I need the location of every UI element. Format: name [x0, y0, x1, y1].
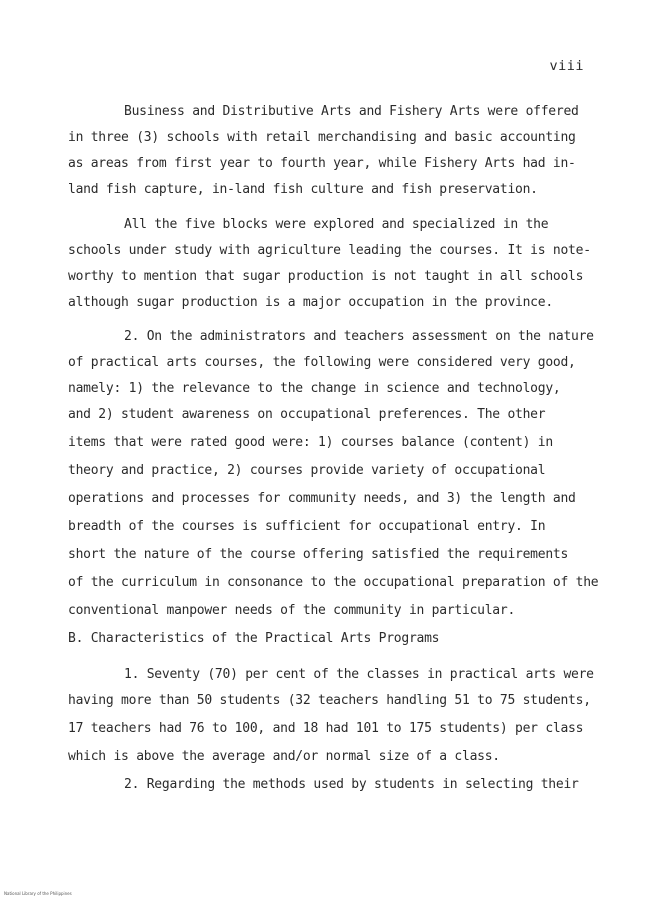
- text-line: namely: 1) the relevance to the change in science and technology,: [68, 381, 561, 396]
- text-line: which is above the average and/or normal size of a class.: [68, 749, 500, 764]
- text-line: and 2) student awareness on occupational preferences. The other: [68, 407, 546, 422]
- text-line: as areas from first year to fourth year, while Fishery Arts had in-: [68, 156, 576, 171]
- text-line: although sugar production is a major occupation in the province.: [68, 295, 553, 310]
- text-line: of practical arts courses, the following were considered very good,: [68, 355, 576, 370]
- text-line: short the nature of the course offering satisfied the requirements: [68, 547, 569, 562]
- text-line: conventional manpower needs of the community in particular.: [68, 603, 516, 618]
- text-line: of the curriculum in consonance to the occupational preparation of the: [68, 575, 599, 590]
- text-line: breadth of the courses is sufficient for occupational entry. In: [68, 519, 546, 534]
- text-line: theory and practice, 2) courses provide variety of occupational: [68, 463, 546, 478]
- text-line: 2. On the administrators and teachers assessment on the nature: [124, 329, 594, 344]
- text-line: All the five blocks were explored and specialized in the: [124, 217, 549, 232]
- page-number: viii: [549, 58, 584, 74]
- text-line: 2. Regarding the methods used by students in selecting their: [124, 777, 579, 792]
- text-line: items that were rated good were: 1) courses balance (content) in: [68, 435, 553, 450]
- text-line: worthy to mention that sugar production is not taught in all schools: [68, 269, 584, 284]
- text-line: 17 teachers had 76 to 100, and 18 had 101 to 175 students) per class: [68, 721, 584, 736]
- text-line: 1. Seventy (70) per cent of the classes in practical arts were: [124, 667, 594, 682]
- text-line: schools under study with agriculture leading the courses. It is note-: [68, 243, 591, 258]
- text-line: land fish capture, in-land fish culture and fish preservation.: [68, 182, 538, 197]
- archive-footer: National Library of the Philippines: [4, 891, 72, 896]
- text-line: operations and processes for community needs, and 3) the length and: [68, 491, 576, 506]
- section-heading: B. Characteristics of the Practical Arts Programs: [68, 631, 440, 646]
- text-line: in three (3) schools with retail merchandising and basic accounting: [68, 130, 576, 145]
- text-line: Business and Distributive Arts and Fishery Arts were offered: [124, 104, 579, 119]
- text-line: having more than 50 students (32 teachers handling 51 to 75 students,: [68, 693, 591, 708]
